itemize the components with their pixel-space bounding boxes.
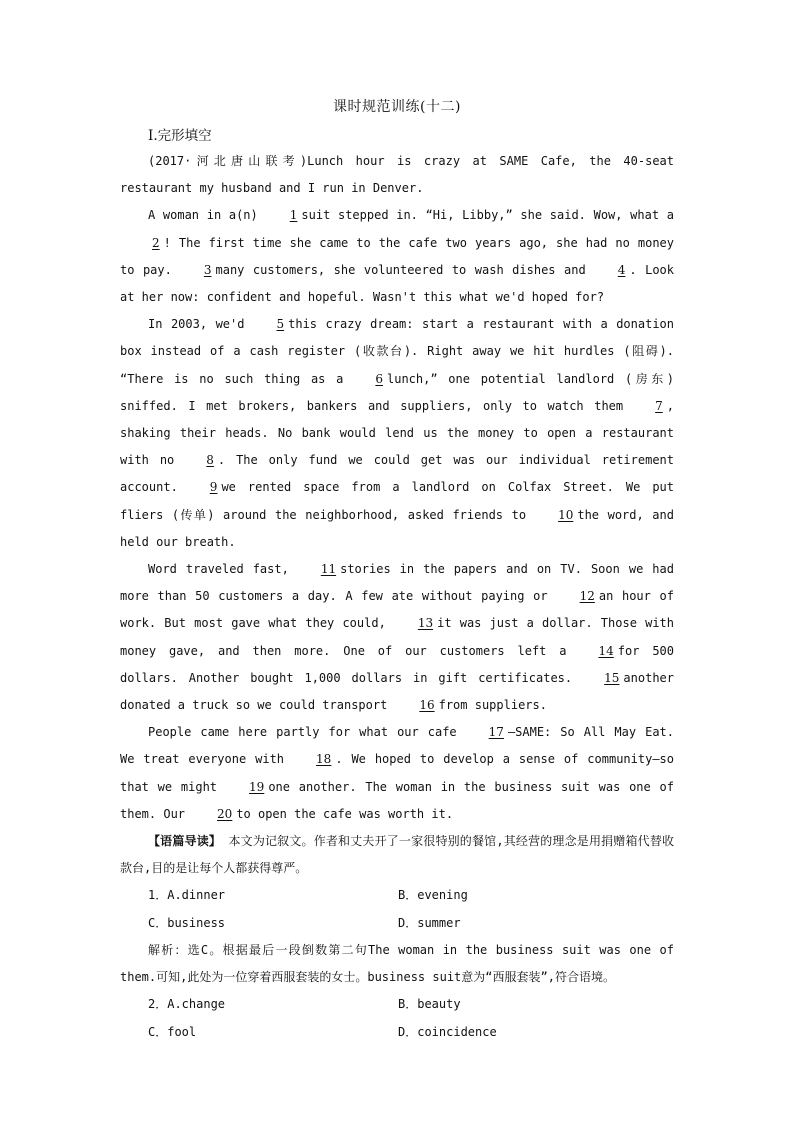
- q2-options-row-2: [120, 1019, 674, 1046]
- q2-option-d: D．coincidence: [398, 1024, 497, 1039]
- blank-6: 6: [375, 371, 383, 386]
- passage: [120, 148, 674, 1046]
- blank-13: 13: [417, 616, 434, 631]
- page-title: 课时规范训练(十二): [333, 99, 461, 115]
- q2-option-b: B．beauty: [398, 997, 461, 1012]
- blank-15: 15: [604, 670, 620, 685]
- paragraph-4: Word traveled fast, 11 stories in the papers and on TV. Soon we had more than 50 customers a day. A few ate without paying or 12 an hour of work. But most gave what they could, 13 it was just a dollar. Those with money gave, and then more. One of our customers left a 14 for 500 dollars. Another bought 1,000 dollars in gift certificates. 15 another donated a truck so we could transport 16 from suppliers.: [120, 556, 674, 719]
- blank-11: 11: [320, 562, 337, 577]
- blank-8: 8: [206, 453, 214, 468]
- q1-option-b: B．evening: [398, 888, 468, 903]
- blank-5: 5: [276, 317, 285, 332]
- q1-options-row-1: [120, 882, 674, 909]
- blank-17: 17: [488, 725, 504, 740]
- guide-text: 本文为记叙文。作者和丈夫开了一家很特别的餐馆,其经营的理念是用捐赠箱代替收款台,目的是让每个人都获得尊严。: [120, 834, 674, 876]
- paragraph-2: A woman in a(n) 1 suit stepped in. “Hi, Libby,” she said. Wow, what a2 ! The first time she came to the cafe two years ago, she had no money to pay. 3 many customers, she volunteered to wash dishes and 4 . Look at her now: confident and hopeful. Wasn't this what we'd hoped for?: [120, 202, 674, 311]
- blank-2: 2: [152, 235, 160, 250]
- blank-10: 10: [558, 507, 574, 522]
- q1-options-row-2: [120, 910, 674, 937]
- q1-option-d: D．summer: [398, 915, 461, 930]
- blank-3: 3: [203, 262, 212, 277]
- blank-1: 1: [289, 208, 298, 223]
- blank-18: 18: [316, 752, 332, 767]
- blank-16: 16: [419, 698, 435, 713]
- q2-option-a: 2．A.change: [148, 997, 226, 1012]
- blank-12: 12: [579, 589, 595, 604]
- section-title: Ⅰ.完形填空: [148, 128, 212, 144]
- q1-analysis: 解析：选C。根据最后一段倒数第二句The woman in the business suit was one of them.可知,此处为一位穿着西服套装的女士。business suit意为“西服套装”,符合语境。: [120, 942, 674, 985]
- paragraph-5: People came here partly for what our cafe 17 —SAME: So All May Eat. We treat everyone with 18 . We hoped to develop a sense of community—so that we might 19 one another. The woman in the business suit was one of them. Our 20 to open the cafe was worth it.: [120, 719, 674, 828]
- q1-option-c: C．business: [148, 915, 226, 930]
- q2-option-c: C．fool: [148, 1024, 197, 1039]
- paragraph-1: (2017·河北唐山联考)Lunch hour is crazy at SAME Cafe, the 40-seat restaurant my husband and I run in Denver.: [120, 154, 674, 196]
- blank-19: 19: [249, 779, 265, 794]
- blank-7: 7: [655, 398, 663, 413]
- passage-guide: [120, 828, 674, 882]
- blank-14: 14: [598, 643, 614, 658]
- paragraph-3: In 2003, we'd 5 this crazy dream: start a restaurant with a donation box instead of a cash register (收款台). Right away we hit hurdles (阻碍). “There is no such thing as a 6 lunch,” one potential landlord (房东) sniffed. I met brokers, bankers and suppliers, only to watch them 7 , shaking their heads. No bank would lend us the money to open a restaurant with no 8 . The only fund we could get was our individual retirement account. 9 we rented space from a landlord on Colfax Street. We put fliers (传单) around the neighborhood, asked friends to 10 the word, and held our breath.: [120, 311, 674, 556]
- blank-9: 9: [209, 480, 218, 495]
- q2-options-row-1: [120, 991, 674, 1018]
- guide-tag: 【语篇导读】: [148, 834, 222, 849]
- blank-4: 4: [617, 262, 626, 277]
- q1-option-a: 1．A.dinner: [148, 888, 226, 903]
- blank-20: 20: [217, 806, 233, 821]
